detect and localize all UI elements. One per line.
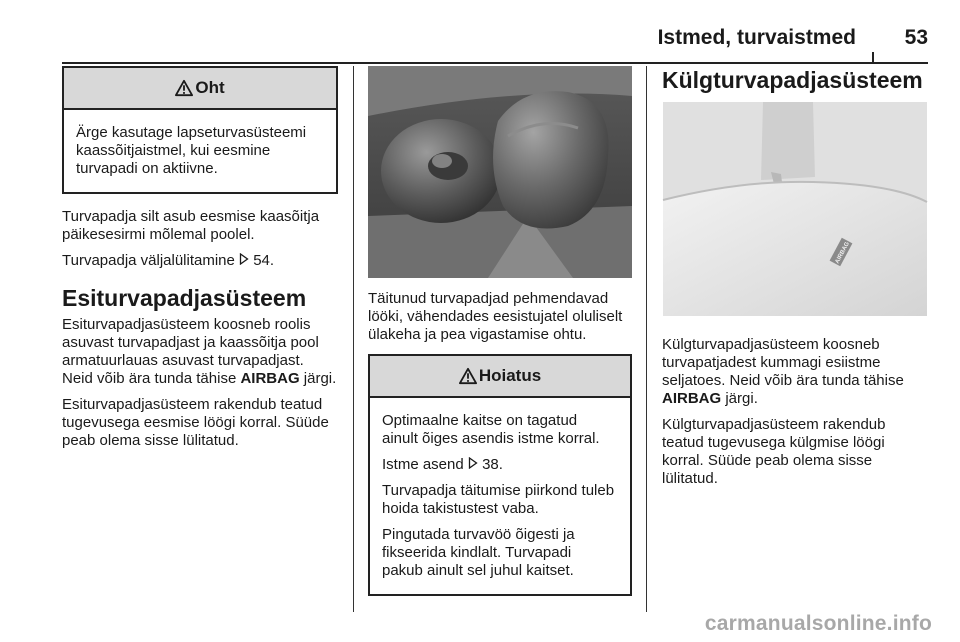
column-3 <box>662 66 928 496</box>
danger-box-body <box>64 110 336 192</box>
seat-backrest-photo <box>662 102 928 316</box>
deactivation-text: Turvapadja väljalülitamine <box>62 252 235 269</box>
label-location-text: Turvapadja silt asub eesmise kaasõitja päikesesirmi mõlemal poolel. <box>62 208 320 243</box>
watermark: carmanualsonline.info <box>704 612 932 635</box>
front-airbag-description <box>62 316 338 388</box>
front-airbag-text-end: järgi. <box>303 370 337 387</box>
side-airbag-description <box>662 336 928 408</box>
warning-heading-label: Hoiatus <box>478 366 542 385</box>
side-airbag-text: Külgturvapadjasüsteem koosneb turvapatjadest kummagi esiistme seljatoes. Neid võib ära tunda tähise <box>662 336 904 389</box>
front-airbag-text: Esiturvapadjasüsteem koosneb roolis asuvast turvapadjast ja kaassõitja pool armatuurlauas asuvast turvapadjast. Neid võib ära tunda tähise <box>62 316 319 387</box>
side-airbag-activation: Külgturvapadjasüsteem rakendub teatud tugevusega külgmise löögi korral. Süüde peab olema sisse lülitatud. <box>662 416 886 487</box>
airbag-mark: AIRBAG <box>240 370 300 387</box>
warning-box-body <box>370 398 630 594</box>
page-header <box>62 22 928 52</box>
warning-text-1: Optimaalne kaitse on tagatud ainult õiges asendis istme korral. <box>382 412 600 447</box>
seat-position-ref <box>382 456 616 474</box>
danger-box-heading <box>64 68 336 110</box>
header-title: Istmed, turvaistmed <box>657 26 856 49</box>
seat-position-page-ref[interactable]: 38. <box>482 456 503 473</box>
reference-arrow-icon <box>468 457 478 469</box>
column-divider <box>646 66 647 612</box>
side-airbag-text-end: järgi. <box>725 390 758 407</box>
danger-text: Ärge kasutage lapseturvasüsteemi kaassõitjaistmel, kui eesmine turvapadi on aktiivne. <box>76 124 307 177</box>
photo-caption: Täitunud turvapadjad pehmendavad lööki, vähendades eesistujatel oluliselt ülakeha ja pea vigastamise ohtu. <box>368 290 623 343</box>
deactivation-ref <box>62 252 338 270</box>
warning-text-3: Turvapadja täitumise piirkond tuleb hoida takistustest vaba. <box>382 482 615 517</box>
seat-airbag-label: AIRBAG <box>834 241 851 265</box>
section-title-side-airbag: Külgturvapadjasüsteem <box>662 67 923 93</box>
warning-text-4: Pingutada turvavöö õigesti ja fikseerida kindlalt. Turvapadi pakub ainult sel juhul kaitset. <box>382 526 575 579</box>
column-1 <box>62 66 338 458</box>
danger-box <box>62 66 338 194</box>
warning-box-heading <box>370 356 630 398</box>
reference-arrow-icon <box>239 253 249 265</box>
column-divider <box>353 66 354 612</box>
danger-heading-label: Oht <box>195 78 225 97</box>
warning-triangle-icon <box>459 367 477 385</box>
deactivation-page-ref[interactable]: 54. <box>253 252 275 269</box>
airbag-mark: AIRBAG <box>662 390 722 407</box>
warning-box <box>368 354 632 596</box>
page-number: 53 <box>904 26 928 49</box>
front-airbag-activation: Esiturvapadjasüsteem rakendub teatud tugevusega eesmise löögi korral. Süüde peab olema sisse lülitatud. <box>62 396 329 449</box>
warning-triangle-icon <box>175 79 193 97</box>
header-rule <box>62 62 928 64</box>
seat-position-text: Istme asend <box>382 456 464 473</box>
section-title-front-airbag: Esiturvapadjasüsteem <box>62 285 307 311</box>
header-tick <box>872 52 874 62</box>
column-2 <box>368 66 632 596</box>
inflated-airbags-photo <box>368 66 632 278</box>
